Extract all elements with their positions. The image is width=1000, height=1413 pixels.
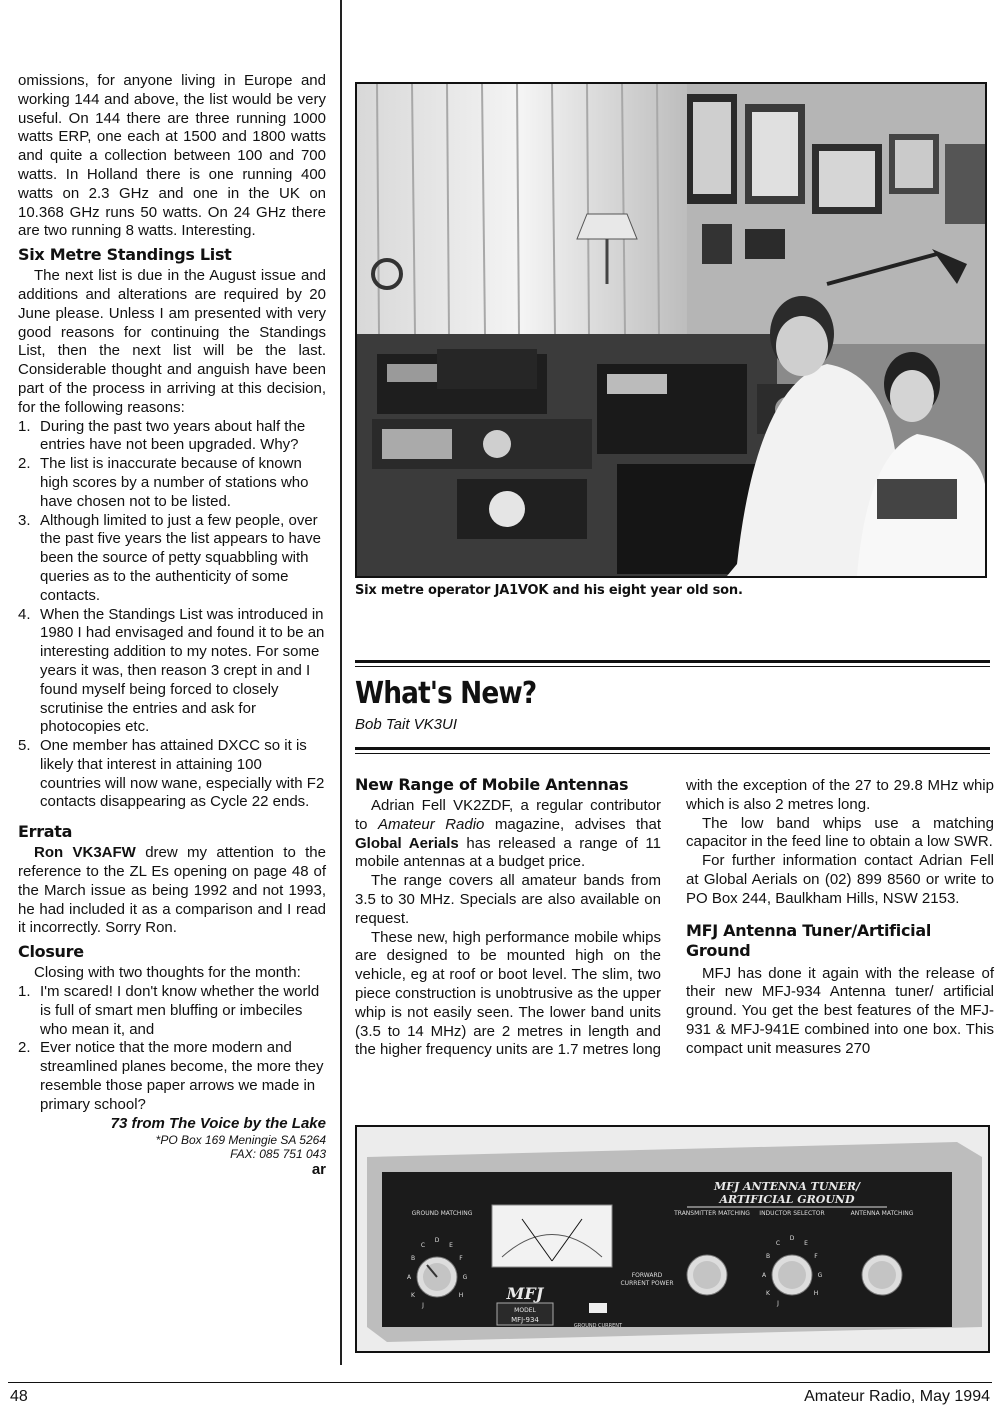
- page-number: 48: [10, 1388, 28, 1405]
- list-item: 3. Although limited to just a few people, over the past five years the list appears to have been the source of petty squabbling with queries as to the authenticity of some contacts.: [18, 511, 321, 604]
- list-item: 5. One member has attained DXCC so it is likely that interest in attaining 100 countries will now wane, especially with F2 contacts disappearing as Cycle 22 ends.: [18, 737, 325, 811]
- ground-matching-knob[interactable]: [417, 1257, 457, 1297]
- dial-letter: C: [775, 1240, 781, 1247]
- dial-letter: E: [804, 1240, 808, 1247]
- signoff: 73 from The Voice by the Lake: [110, 1114, 326, 1132]
- address: *PO Box 169 Meningie SA 5264: [155, 1133, 326, 1148]
- mobile-antennas-heading: New Range of Mobile Antennas: [355, 775, 629, 794]
- model-label: MODEL: [514, 1307, 536, 1314]
- dial-letter: G: [817, 1272, 823, 1279]
- dial-letter: B: [410, 1255, 416, 1262]
- label-ground-current: GROUND CURRENT: [573, 1323, 623, 1329]
- mfj-tuner-illustration: [357, 1127, 988, 1351]
- dial-letter: D: [789, 1235, 795, 1242]
- byline: Bob Tait VK3UI: [355, 716, 458, 733]
- panel-title-1: MFJ ANTENNA TUNER/: [713, 1180, 861, 1193]
- dial-letter: F: [814, 1253, 818, 1260]
- closure-heading: Closure: [18, 942, 84, 962]
- left-column: [18, 72, 326, 1180]
- transmitter-matching-knob[interactable]: [687, 1255, 727, 1295]
- dial-letter: F: [459, 1255, 463, 1262]
- list-item: 2. The list is inaccurate because of known high scores by a number of stations who have chosen not to be listed.: [18, 455, 309, 510]
- photo-caption: Six metre operator JA1VOK and his eight year old son.: [355, 583, 743, 598]
- errata-paragraph: Ron VK3AFW drew my attention to the reference to the ZL Es opening on page 48 of the March issue as being 1992 and not 1993, he had included it as a comparison and I read it incorrectly. Sorry Ron.: [18, 844, 326, 937]
- section-rule-bottom: [355, 747, 990, 750]
- end-mark: ar: [311, 1161, 326, 1179]
- inductor-selector-knob[interactable]: [772, 1255, 812, 1295]
- mfj-heading: MFJ Antenna Tuner/Artificial Ground: [686, 920, 932, 960]
- dial-letter: K: [766, 1290, 770, 1297]
- section-title: What's New?: [355, 676, 537, 711]
- thoughts-list: [18, 983, 326, 1115]
- six-metre-heading: Six Metre Standings List: [18, 245, 232, 265]
- label-inductor-selector: INDUCTOR SELECTOR: [759, 1210, 825, 1217]
- label-transmitter-matching: TRANSMITTER MATCHING: [674, 1210, 750, 1217]
- errata-heading: Errata: [18, 822, 73, 842]
- mobile-p4: with the exception of the 27 to 29.8 MHz whip which is also 2 metres long.: [686, 777, 994, 813]
- reasons-list: [18, 418, 326, 813]
- journal-title: Amateur Radio, May 1994: [804, 1388, 990, 1405]
- dial-letter: H: [458, 1292, 464, 1299]
- label-ground-matching: GROUND MATCHING: [411, 1210, 473, 1217]
- panel-title-2: ARTIFICIAL GROUND: [719, 1193, 855, 1206]
- section-rule-top: [355, 660, 990, 663]
- column-divider: [340, 0, 342, 1365]
- mfj-tuner-photo: [355, 1125, 990, 1353]
- list-item: 1. I'm scared! I don't know whether the world is full of smart men bluffing or imbeciles who mean it, and: [18, 983, 320, 1038]
- mobile-p6: For further information contact Adrian Fell at Global Aerials on (02) 899 8560 or write to PO Box 244, Baulkham Hills, NSW 2153.: [686, 852, 994, 907]
- mobile-p3: These new, high performance mobile whips are designed to be mounted high on the vehicle, eg at roof or boot level. The slim, two piece construction is unobtrusive as the upper whip is not easily seen. The lower band units (3.5 to 14 MHz) are 2 metres in length and the higher frequency units are 1.7 metres long: [355, 928, 662, 1059]
- list-item: 1. During the past two years about half the entries have not been upgraded. Why?: [18, 417, 306, 454]
- list-item: 4. When the Standings List was introduced in 1980 I had envisaged and found it to be an interesting addition to my notes. For some years it was, then reason 3 crept in and I found myself being forced to closely scrutinise the entries and ask for photocopies etc.: [18, 605, 325, 736]
- dial-letter: G: [462, 1274, 468, 1281]
- mobile-p5: The low band whips use a matching capacitor in the feed line to obtain a low SWR.: [686, 814, 994, 851]
- photo-illustration: [357, 84, 985, 576]
- fax: FAX: 085 751 043: [230, 1147, 326, 1162]
- footer-rule: [8, 1382, 992, 1383]
- dial-letter: E: [449, 1242, 453, 1249]
- intro-paragraph: omissions, for anyone living in Europe and working 144 and above, the list would be very useful. On 144 there are three running 1000 watts ERP, one each at 1500 and 1800 watts and quite a collection between 100 and 700 watts. In Holland there is one running 400 watts on 2.3 GHz and one in the UK on 10.368 GHz runs 50 watts. On 24 GHz there are two running 8 watts. Interesting.: [18, 72, 326, 240]
- list-item: 2. Ever notice that the more modern and streamlined planes become, the more they resemble those paper arrows we made in primary school?: [18, 1039, 324, 1113]
- label-forward: FORWARD: [631, 1272, 663, 1279]
- mfj-p1: MFJ has done it again with the release of their new MFJ-934 Antenna tuner/ artificial ground. You get the best features of the MFJ-931 & MFJ-941E combined into one box. This compact unit measures 270: [686, 964, 994, 1057]
- dial-letter: K: [411, 1292, 415, 1299]
- closure-intro: Closing with two thoughts for the month:: [34, 964, 301, 982]
- label-current-power: CURRENT POWER: [620, 1280, 674, 1287]
- dial-letter: J: [777, 1300, 779, 1307]
- shack-photo: [355, 82, 987, 578]
- model-number: MFJ-934: [511, 1316, 539, 1324]
- mfj-logo: MFJ: [506, 1284, 544, 1303]
- right-column: [686, 777, 994, 1059]
- mobile-p2: The range covers all amateur bands from 3.5 to 30 MHz. Specials are also available on request.: [355, 872, 661, 927]
- label-antenna-matching: ANTENNA MATCHING: [850, 1210, 914, 1217]
- dial-letter: C: [420, 1242, 426, 1249]
- dial-letter: B: [765, 1253, 771, 1260]
- middle-column: [355, 775, 661, 1060]
- dial-letter: A: [761, 1272, 767, 1279]
- dial-letter: H: [813, 1290, 819, 1297]
- dial-letter: J: [422, 1302, 424, 1309]
- mobile-p1: Adrian Fell VK2ZDF, a regular contributor to Amateur Radio magazine, advises that Global Aerials has released a range of 11 mobile antennas at a budget price.: [355, 797, 661, 871]
- dial-letter: D: [434, 1237, 440, 1244]
- section-rule-top-thin: [355, 666, 990, 667]
- errata-name: Ron VK3AFW: [34, 844, 136, 862]
- six-metre-paragraph: The next list is due in the August issue and additions and alterations are required by 20 June please. Unless I am presented with very good reasons for continuing the Standings List, then the next list will be the last. Considerable thought and anguish have been part of the process in arriving at this decision, for the following reasons:: [18, 267, 326, 416]
- antenna-matching-knob[interactable]: [862, 1255, 902, 1295]
- dial-letter: A: [406, 1274, 412, 1281]
- section-rule-bottom-thin: [355, 753, 990, 754]
